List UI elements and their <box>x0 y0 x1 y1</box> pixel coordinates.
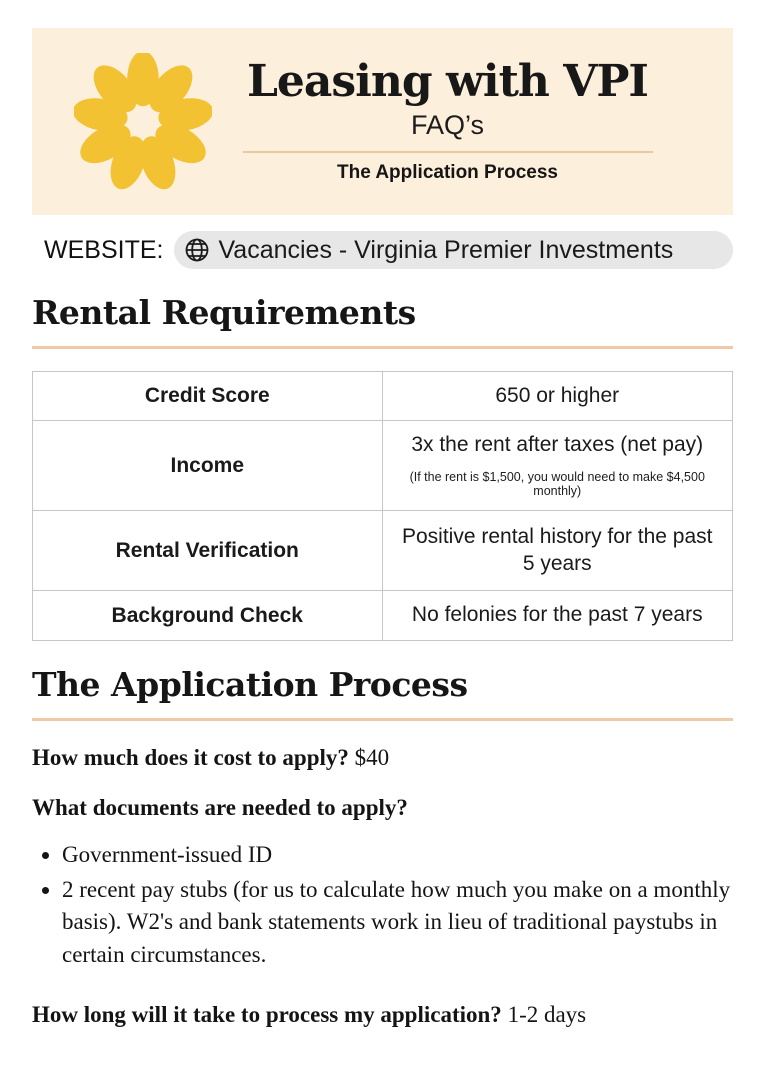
requirements-table <box>32 371 733 641</box>
logo-wrap <box>68 53 218 191</box>
globe-icon <box>184 237 210 263</box>
table-row-value-text: 3x the rent after taxes (net pay) <box>411 433 704 457</box>
table-row-value: 650 or higher <box>495 383 620 407</box>
table-row-value: Positive rental history for the past 5 years <box>383 510 733 590</box>
list-item: • Government-issued ID <box>62 839 733 872</box>
header-tagline: The Application Process <box>336 161 558 183</box>
question-documents-text: What documents are needed to apply? <box>32 795 408 820</box>
table-row-label: Income <box>33 420 383 510</box>
header-banner <box>32 28 733 215</box>
table-row-label: Credit Score <box>33 372 383 420</box>
question-processing-time-text: How long will it take to process my application? <box>32 1001 502 1027</box>
question-documents <box>32 795 733 821</box>
answer-cost: $40 <box>354 745 390 770</box>
page-title: Leasing with VPI <box>246 56 649 108</box>
table-row-value: No felonies for the past 7 years <box>383 590 733 640</box>
rental-requirements-rule <box>32 346 733 349</box>
question-cost <box>32 745 733 771</box>
application-process-heading: The Application Process <box>32 665 468 704</box>
website-label: WEBSITE: <box>44 235 164 264</box>
table-row-note: (If the rent is $1,500, you would need to make $4,500 monthly) <box>409 470 705 499</box>
website-link-label: Vacancies - Virginia Premier Investments <box>218 235 674 264</box>
header-text-block <box>218 56 733 183</box>
flower-icon <box>74 53 212 191</box>
question-processing-time <box>32 1002 733 1028</box>
table-row-label: Background Check <box>33 590 383 640</box>
website-row <box>44 231 733 269</box>
website-link[interactable] <box>174 231 733 269</box>
page-subtitle: FAQ’s <box>410 109 485 140</box>
documents-list <box>32 839 733 972</box>
table-row-label: Rental Verification <box>33 510 383 590</box>
header-divider <box>243 151 653 153</box>
application-process-rule <box>32 718 733 721</box>
table-row-value <box>383 420 733 510</box>
list-item: • 2 recent pay stubs (for us to calculate how much you make on a monthly basis). W2's and bank statements work in lieu of traditional paystubs in certain circumstances. <box>62 874 733 972</box>
answer-processing-time: 1-2 days <box>507 1001 587 1027</box>
question-cost-text: How much does it cost to apply? <box>32 745 349 770</box>
rental-requirements-heading: Rental Requirements <box>32 293 416 332</box>
